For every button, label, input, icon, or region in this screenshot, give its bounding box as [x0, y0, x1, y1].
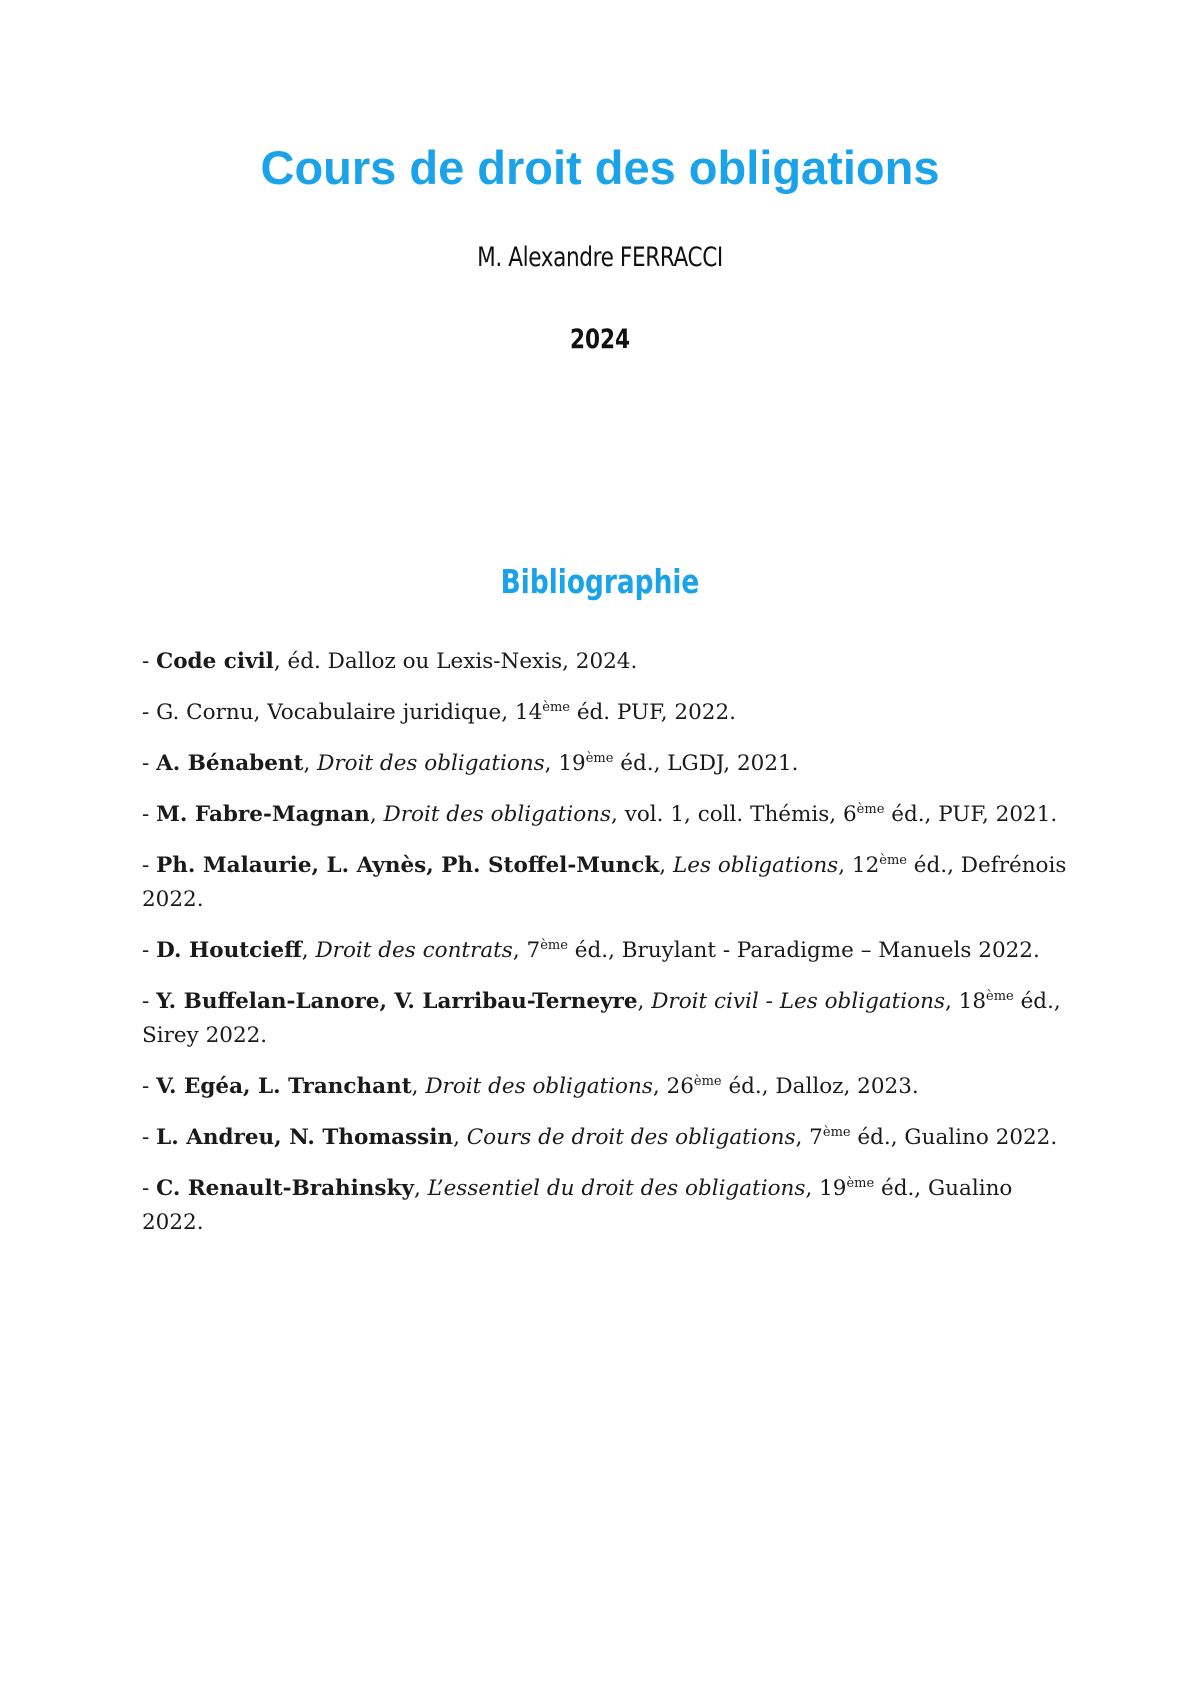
entry-mid: , 26: [652, 1074, 694, 1099]
entry-mid: , 19: [805, 1176, 847, 1201]
document-title: Cours de droit des obligations: [260, 141, 940, 194]
entry-separator: ,: [637, 989, 652, 1014]
entry-dash: -: [142, 649, 157, 674]
entry-work: Cours de droit des obligations: [466, 1125, 796, 1150]
entry-separator: ,: [453, 1125, 467, 1150]
bibliography-entry: [142, 849, 1072, 917]
entry-rest: éd., Dalloz, 2023.: [721, 1074, 919, 1099]
entry-ordinal: ème: [540, 937, 568, 953]
bibliography-entry: [142, 696, 1072, 730]
entry-rest: éd., Bruylant - Paradigme – Manuels 2022.: [567, 938, 1040, 963]
entry-dash: -: [142, 1176, 157, 1201]
entry-rest: éd. Dalloz ou Lexis-Nexis, 2024.: [287, 649, 638, 674]
bibliography-entry: [142, 798, 1072, 832]
bibliography-entry: [142, 645, 1072, 679]
entry-dash: -: [142, 938, 157, 963]
bibliography-entry: [142, 1172, 1072, 1240]
entry-work: Droit des obligations: [383, 802, 612, 827]
entry-work: Les obligations: [672, 853, 839, 878]
entry-mid: , vol. 1, coll. Thémis, 6: [611, 802, 857, 827]
entry-ordinal: ème: [879, 852, 907, 868]
entry-separator: ,: [659, 853, 673, 878]
entry-dash: -: [142, 853, 157, 878]
entry-ordinal: ème: [856, 801, 885, 817]
entry-ordinal: ème: [986, 988, 1014, 1004]
entry-authors: A. Bénabent: [156, 751, 304, 776]
entry-authors: D. Houtcieff: [156, 938, 302, 963]
entry-authors: C. Renault-Brahinsky: [156, 1176, 414, 1201]
entry-separator: ,: [411, 1074, 426, 1099]
entry-ordinal: ème: [693, 1073, 722, 1089]
entry-rest: éd., Gualino 2022.: [142, 1176, 1013, 1235]
bibliography-entry: [142, 985, 1072, 1053]
entry-ordinal: ème: [585, 750, 614, 766]
bibliography-entry: [142, 1121, 1072, 1155]
entry-dash: -: [142, 989, 157, 1014]
entry-rest: éd., Defrénois 2022.: [142, 853, 1067, 912]
entry-authors: M. Fabre-Magnan: [156, 802, 370, 827]
entry-mid: , 7: [512, 938, 541, 963]
entry-separator: ,: [273, 649, 288, 674]
entry-authors: Code civil: [156, 649, 274, 674]
entry-ordinal: ème: [822, 1124, 851, 1140]
entry-rest: éd., LGDJ, 2021.: [613, 751, 799, 776]
entry-authors: V. Egéa, L. Tranchant: [156, 1074, 412, 1099]
entry-rest: éd., PUF, 2021.: [884, 802, 1058, 827]
entry-work: Droit des obligations: [317, 751, 545, 776]
entry-rest: éd., Gualino 2022.: [850, 1125, 1058, 1150]
entry-dash: -: [142, 700, 157, 725]
entry-work: Droit civil - Les obligations: [651, 989, 945, 1014]
entry-separator: ,: [303, 751, 318, 776]
bibliography-entry: [142, 747, 1072, 781]
entry-authors: Y. Buffelan-Lanore, V. Larribau-Terneyre: [156, 989, 638, 1014]
entry-separator: ,: [369, 802, 384, 827]
entry-work: Droit des obligations: [425, 1074, 653, 1099]
author-name: M. Alexandre FERRACCI: [477, 242, 723, 273]
entry-dash: -: [142, 751, 157, 776]
entry-ordinal: ème: [542, 699, 570, 715]
entry-separator: ,: [301, 938, 316, 963]
entry-mid: , 12: [838, 853, 880, 878]
entry-mid: , 19: [544, 751, 586, 776]
entry-authors: Ph. Malaurie, L. Aynès, Ph. Stoffel-Munck: [156, 853, 660, 878]
entry-dash: -: [142, 1125, 157, 1150]
entry-work: L’essentiel du droit des obligations: [427, 1176, 806, 1201]
bibliography-heading: Bibliographie: [500, 562, 700, 601]
entry-mid: , 7: [795, 1125, 823, 1150]
bibliography-list: [142, 645, 1072, 1257]
entry-work: Droit des contrats: [315, 938, 513, 963]
bibliography-entry: [142, 934, 1072, 968]
entry-authors: L. Andreu, N. Thomassin: [156, 1125, 454, 1150]
entry-text: G. Cornu, Vocabulaire juridique, 14: [156, 700, 543, 725]
entry-dash: -: [142, 802, 157, 827]
entry-dash: -: [142, 1074, 157, 1099]
entry-mid: , 18: [945, 989, 987, 1014]
entry-rest: éd. PUF, 2022.: [569, 700, 736, 725]
bibliography-entry: [142, 1070, 1072, 1104]
document-year: 2024: [569, 324, 631, 355]
entry-ordinal: ème: [846, 1175, 875, 1191]
entry-separator: ,: [413, 1176, 428, 1201]
entry-rest: éd., Sirey 2022.: [142, 989, 1061, 1048]
